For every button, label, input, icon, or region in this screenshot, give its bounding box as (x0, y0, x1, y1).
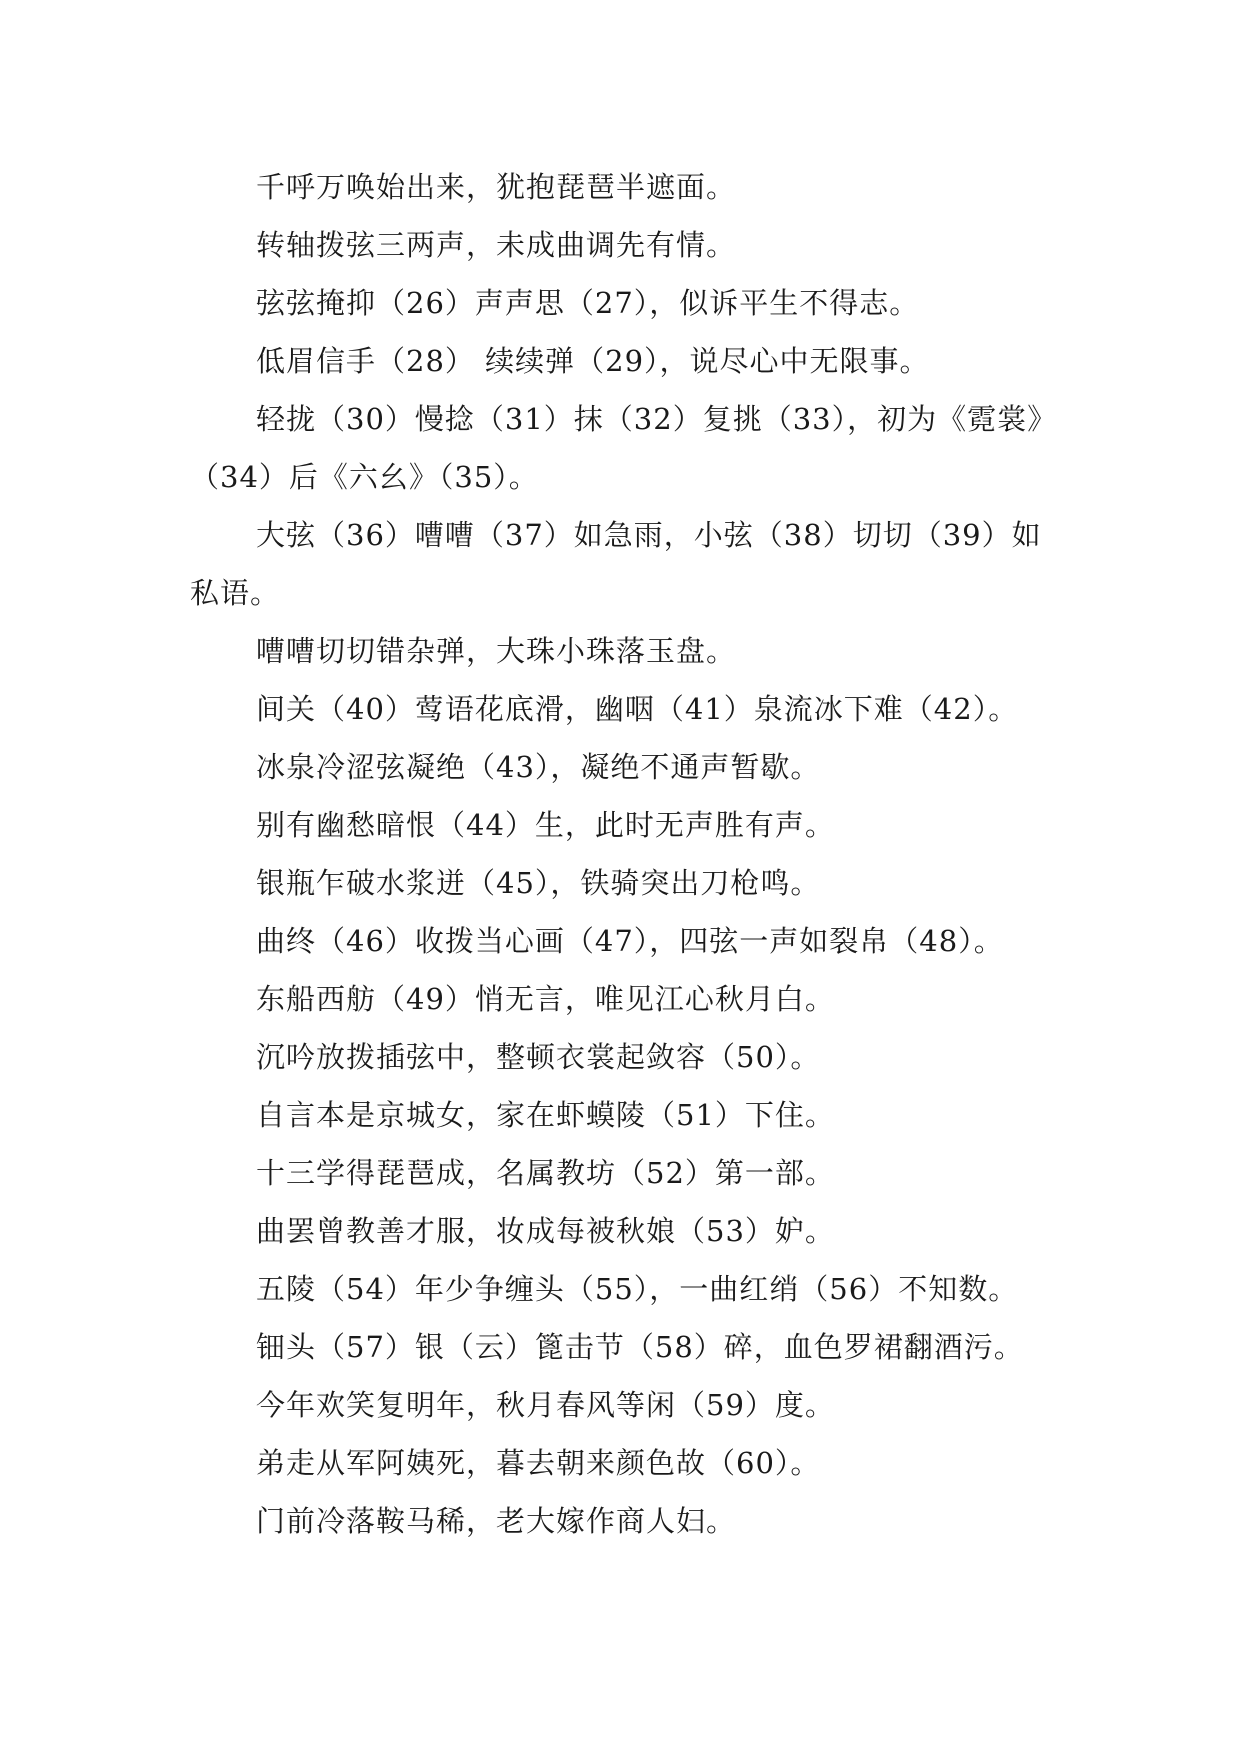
paragraph: 今年欢笑复明年，秋月春风等闲（59）度。 (256, 1388, 835, 1422)
paragraph: 五陵（54）年少争缠头（55），一曲红绡（56）不知数。 (256, 1272, 1019, 1306)
paragraph: 大弦（36）嘈嘈（37）如急雨，小弦（38）切切（39）如私语。 (190, 518, 1042, 610)
paragraph: 银瓶乍破水浆迸（45），铁骑突出刀枪鸣。 (256, 866, 821, 900)
poem-body (190, 158, 1070, 1550)
paragraph: 轻拢（30）慢捻（31）抹（32）复挑（33），初为《霓裳》（34）后《六幺》（35）。 (190, 402, 1058, 494)
paragraph: 沉吟放拨插弦中，整顿衣裳起敛容（50）。 (256, 1040, 821, 1074)
paragraph: 曲终（46）收拨当心画（47），四弦一声如裂帛（48）。 (256, 924, 1004, 958)
paragraph: 转轴拨弦三两声，未成曲调先有情。 (256, 228, 737, 262)
paragraph: 千呼万唤始出来，犹抱琵琶半遮面。 (256, 170, 737, 204)
paragraph: 自言本是京城女，家在虾蟆陵（51）下住。 (256, 1098, 835, 1132)
paragraph: 十三学得琵琶成，名属教坊（52）第一部。 (256, 1156, 835, 1190)
paragraph: 东船西舫（49）悄无言，唯见江心秋月白。 (256, 982, 835, 1016)
paragraph: 门前冷落鞍马稀，老大嫁作商人妇。 (256, 1504, 737, 1538)
paragraph: 曲罢曾教善才服，妆成每被秋娘（53）妒。 (256, 1214, 835, 1248)
paragraph: 弟走从军阿姨死，暮去朝来颜色故（60）。 (256, 1446, 821, 1480)
paragraph: 嘈嘈切切错杂弹，大珠小珠落玉盘。 (256, 634, 737, 668)
paragraph: 冰泉冷涩弦凝绝（43），凝绝不通声暂歇。 (256, 750, 821, 784)
paragraph: 别有幽愁暗恨（44）生，此时无声胜有声。 (256, 808, 835, 842)
paragraph: 弦弦掩抑（26）声声思（27），似诉平生不得志。 (256, 286, 920, 320)
paragraph: 钿头（57）银（云）篦击节（58）碎，血色罗裙翻酒污。 (256, 1330, 1024, 1364)
paragraph: 低眉信手（28） 续续弹（29），说尽心中无限事。 (256, 344, 930, 378)
paragraph: 间关（40）莺语花底滑，幽咽（41）泉流冰下难（42）。 (256, 692, 1019, 726)
